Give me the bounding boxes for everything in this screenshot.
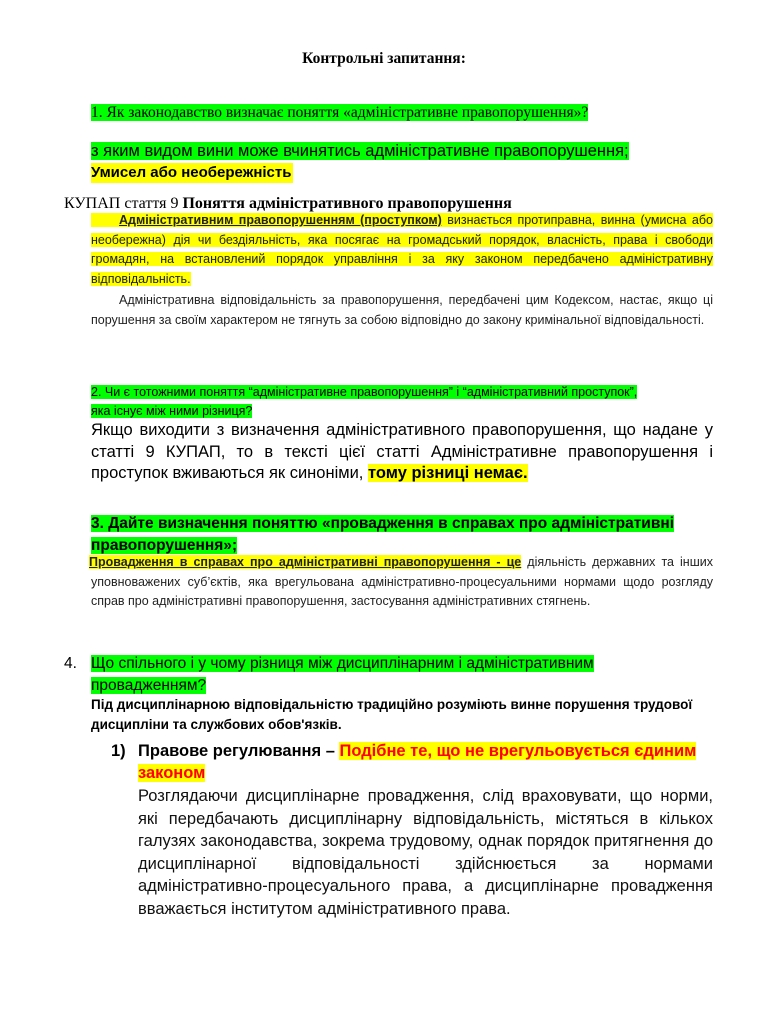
list-item-title: Правове регулювання – xyxy=(138,742,340,760)
proceedings-definition xyxy=(91,553,713,612)
definition-highlight xyxy=(91,213,713,286)
list-item-body: Розглядаючи дисциплінарне провадження, слід враховувати, що норми, які передбачають дисциплінарну відповідальність, містяться в кількох галузях законодавства, зокрема трудовому, однак порядок притягнення до дисциплінарної відповідальності здійснюється за нормами адміністративно-процесуального права, а дисциплінарне провадження вважається інститутом адміністративного права. xyxy=(138,787,713,918)
question-3 xyxy=(91,513,713,556)
question-4-number: 4. xyxy=(64,655,77,672)
answer-2-emphasis: тому різниці немає. xyxy=(367,464,528,482)
kupap-title: Поняття адміністративного правопорушення xyxy=(182,195,512,212)
responsibility-paragraph: Адміністративна відповідальність за правопорушення, передбачені цим Кодексом, настає, якщо ці порушення за своїм характером не тягнуть за собою відповідно до закону кримінальної відповідальності. xyxy=(91,293,713,327)
disciplinary-definition: Під дисциплінарною відповідальністю традиційно розуміють винне порушення трудової дисципліни та службових обов'язків. xyxy=(91,697,693,732)
answer-2-text: Якщо виходити з визначення адміністративного правопорушення, що надане у статті 9 КУПАП, то в тексті цієї статті Адміністративне правопорушення і проступок вживаються як синоніми, xyxy=(91,421,713,482)
question-1-text: 1. Як законодавство визначає поняття «адміністративне правопорушення»? xyxy=(91,104,589,121)
answer-1: Умисел або необережність xyxy=(91,164,292,181)
question-4-line1: Що спільного і у чому різниця між дисциплінарним і адміністративним xyxy=(91,655,594,672)
definition-term: Адміністративним правопорушенням (проступком) xyxy=(119,213,442,227)
answer-2 xyxy=(91,420,713,485)
question-1 xyxy=(91,104,588,122)
list-item-legal-regulation xyxy=(111,740,713,784)
proceedings-term: Провадження в справах про адміністративні правопорушення - це xyxy=(89,555,522,569)
question-4 xyxy=(64,653,714,697)
question-1-subquestion xyxy=(91,141,629,162)
definition-text: визнається протиправна, винна (умисна або необережна) дія чи бездіяльність, яка посягає на громадський порядок, власність, права і свободи громадян, на встановлений порядок управління і за яку законом передбачено адміністративну відповідальність. xyxy=(91,213,713,286)
question-4-line2: провадженням? xyxy=(91,677,207,694)
definition-paragraph xyxy=(91,211,713,289)
question-3-text: 3. Дайте визначення поняттю «провадження в справах про адміністративні правопорушення»; xyxy=(91,515,675,554)
question-2 xyxy=(91,383,651,421)
list-item-highlight: Подібне те, що не врегульовується єдиним законом xyxy=(138,742,697,782)
proceedings-text: діяльність державних та інших уповноважених суб’єктів, яка врегульована адміністративно-процесуальними нормами щодо розгляду справ про адміністративні правопорушення, застосування адміністративних стягнень. xyxy=(91,555,713,608)
question-1-subquestion-text: з яким видом вини може вчинятись адміністративне правопорушення; xyxy=(91,142,629,160)
list-item-number: 1) xyxy=(111,742,126,760)
page-title: Контрольні запитання: xyxy=(302,50,466,67)
kupap-prefix: КУПАП стаття 9 xyxy=(64,195,183,212)
question-2-text: 2. Чи є тотожними поняття “адміністративне правопорушення” і “адміністративний проступок”, яка існує між ними різниця? xyxy=(91,385,638,418)
